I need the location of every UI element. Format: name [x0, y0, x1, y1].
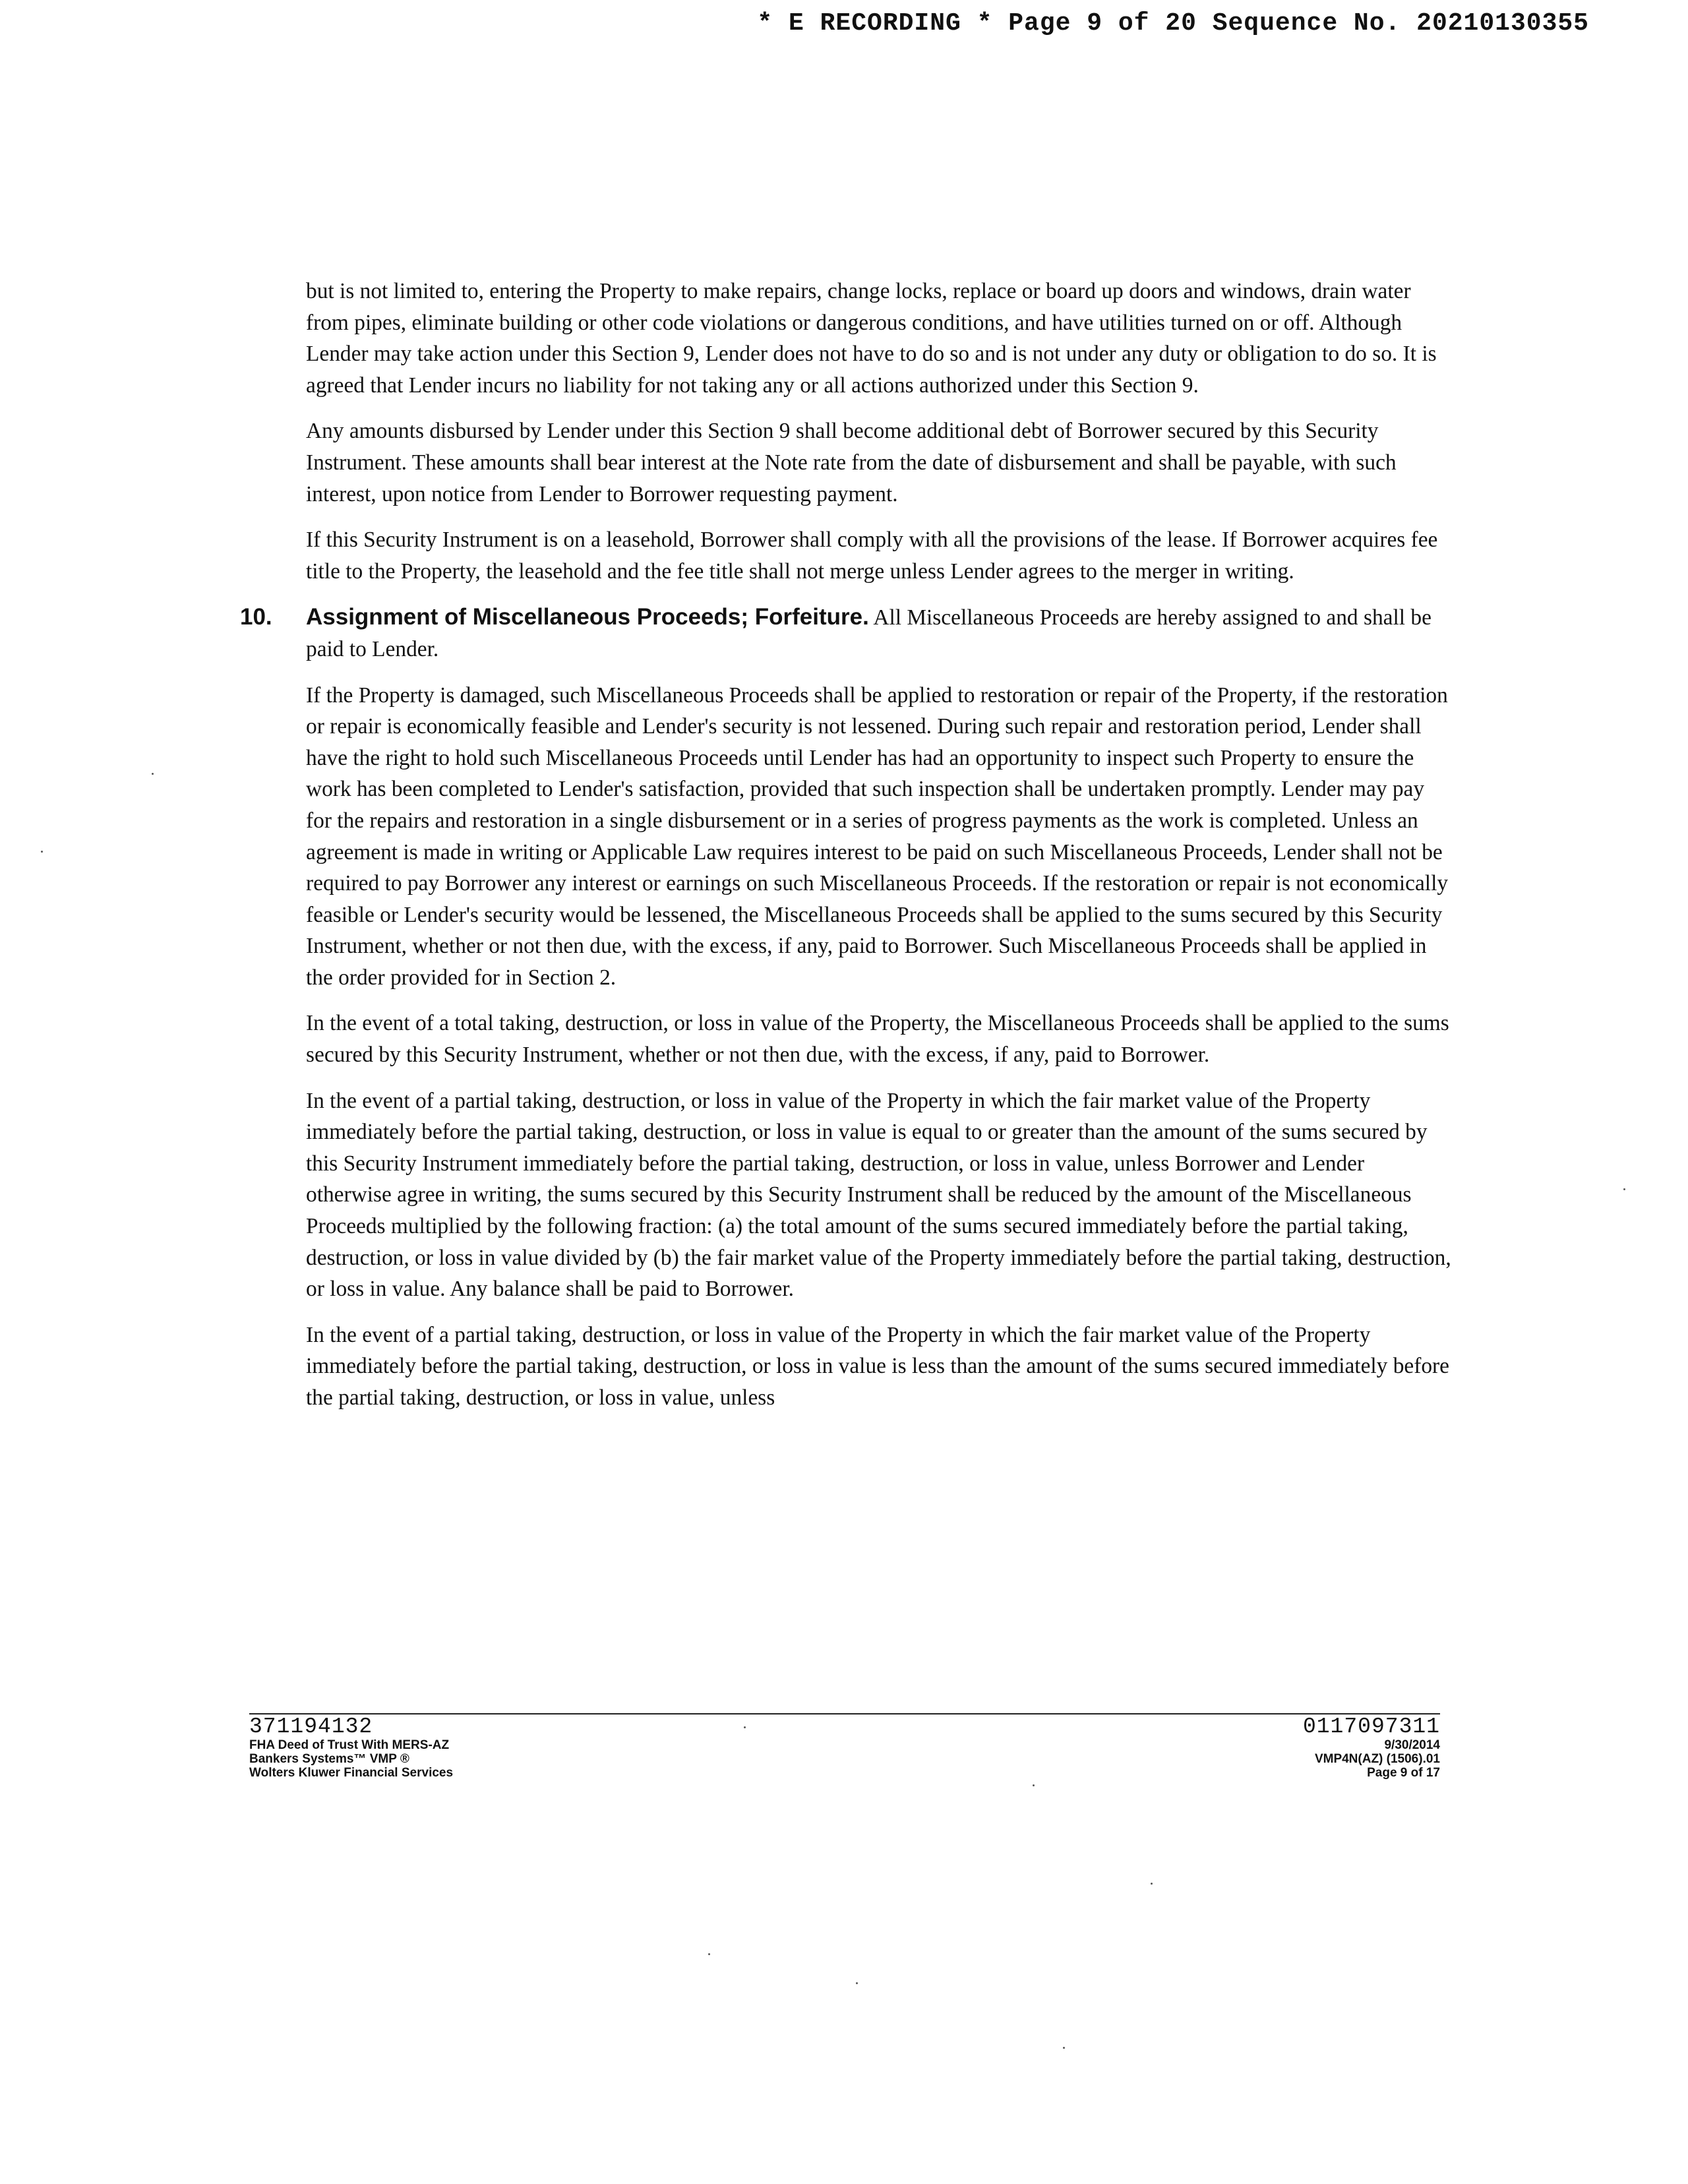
paragraph-property-damaged: If the Property is damaged, such Miscellaneous Proceeds shall be applied to restoration or repair of the Property, if the restoration or repair is economically feasible and Lender's security is not lessened. During such repair and restoration period, Lender shall have the right to hold such Miscellaneous Proceeds until Lender has had an opportunity to inspect such Property to ensure the work has been completed to Lender's satisfaction, provided that such inspection shall be undertaken promptly. Lender may pay for the repairs and restoration in a single disbursement or in a series of progress payments as the work is completed. Unless an agreement is made in writing or Applicable Law requires interest to be paid on such Miscellaneous Proceeds, Lender shall not be required to pay Borrower any interest or earnings on such Miscellaneous Proceeds. If the restoration or repair is not economically feasible or Lender's security would be lessened, the Miscellaneous Proceeds shall be applied to the sums secured by this Security Instrument, whether or not then due, with the excess, if any, paid to Borrower. Such Miscellaneous Proceeds shall be applied in the order provided for in Section 2. [306, 682, 1449, 990]
recording-header: * E RECORDING * Page 9 of 20 Sequence No. 20210130355 [757, 9, 1589, 38]
document-body [240, 276, 1453, 1428]
footer-page-number: Page 9 of 17 [1367, 1766, 1440, 1780]
section-10-number: 10. [240, 604, 272, 630]
section-10-intro: All Miscellaneous Proceeds are hereby assigned to and shall be paid to Lender. [306, 605, 1432, 661]
footer-loan-number: 371194132 [249, 1714, 373, 1739]
paragraph-partial-taking-greater: In the event of a partial taking, destruction, or loss in value of the Property in which the fair market value of the Property immediately before the partial taking, destruction, or loss in value is equal to or greater than the amount of the sums secured by this Security Instrument immediately before the partial taking, destruction, or loss in value, unless Borrower and Lender otherwise agree in writing, the sums secured by this Security Instrument shall be reduced by the amount of the Miscellaneous Proceeds multiplied by the following fraction: (a) the total amount of the sums secured immediately before the partial taking, destruction, or loss in value divided by (b) the fair market value of the Property immediately before the partial taking, destruction, or loss in value. Any balance shall be paid to Borrower. [306, 1088, 1451, 1302]
scan-speck [1033, 1784, 1035, 1786]
scan-speck [708, 1953, 710, 1955]
paragraph-leasehold: If this Security Instrument is on a leasehold, Borrower shall comply with all the provisions of the lease. If Borrower acquires fee title to the Property, the leasehold and the fee title shall not merge unless Lender agrees to the merger in writing. [306, 528, 1438, 584]
scan-speck [1623, 1188, 1625, 1190]
footer-form-name: FHA Deed of Trust With MERS-AZ [249, 1738, 450, 1752]
footer-left-block [249, 1716, 453, 1780]
scan-speck [41, 851, 43, 853]
section-10 [240, 601, 1453, 1413]
paragraph-section9-continuation: but is not limited to, entering the Property to make repairs, change locks, replace or board up doors and windows, drain water from pipes, eliminate building or other code violations or dangerous conditions, and have utilities turned on or off. Although Lender may take action under this Section 9, Lender does not have to do so and is not under any duty or obligation to do so. It is agreed that Lender incurs no liability for not taking any or all actions authorized under this Section 9. [306, 279, 1437, 398]
page-footer [249, 1713, 1440, 1794]
scan-speck [1063, 2047, 1065, 2049]
paragraph-total-taking: In the event of a total taking, destruction, or loss in value of the Property, the Miscellaneous Proceeds shall be applied to the sums secured by this Security Instrument, whether or not then due, with the excess, if any, paid to Borrower. [306, 1011, 1449, 1068]
paragraph-amounts-disbursed: Any amounts disbursed by Lender under this Section 9 shall become additional debt of Borrower secured by this Security Instrument. These amounts shall bear interest at the Note rate from the date of disbursement and shall be payable, with such interest, upon notice from Lender to Borrower requesting payment. [306, 419, 1397, 506]
scan-speck [856, 1982, 858, 1984]
scan-speck [744, 1726, 746, 1728]
section-10-heading: Assignment of Miscellaneous Proceeds; Forfeiture. [306, 604, 869, 630]
footer-date: 9/30/2014 [1384, 1738, 1440, 1752]
footer-form-code: VMP4N(AZ) (1506).01 [1314, 1752, 1440, 1766]
footer-right-block [1303, 1716, 1440, 1780]
scan-speck [152, 773, 154, 775]
paragraph-partial-taking-less: In the event of a partial taking, destruction, or loss in value of the Property in which the fair market value of the Property immediately before the partial taking, destruction, or loss in value is less than the amount of the sums secured immediately before the partial taking, destruction, or loss in value, unless [306, 1322, 1449, 1410]
scan-speck [1151, 1883, 1153, 1885]
section-10-intro-paragraph [306, 601, 1453, 665]
footer-publisher: Wolters Kluwer Financial Services [249, 1766, 454, 1780]
footer-bankers-systems: Bankers Systems™ VMP ® [249, 1752, 409, 1766]
footer-right-number: 0117097311 [1302, 1714, 1440, 1739]
